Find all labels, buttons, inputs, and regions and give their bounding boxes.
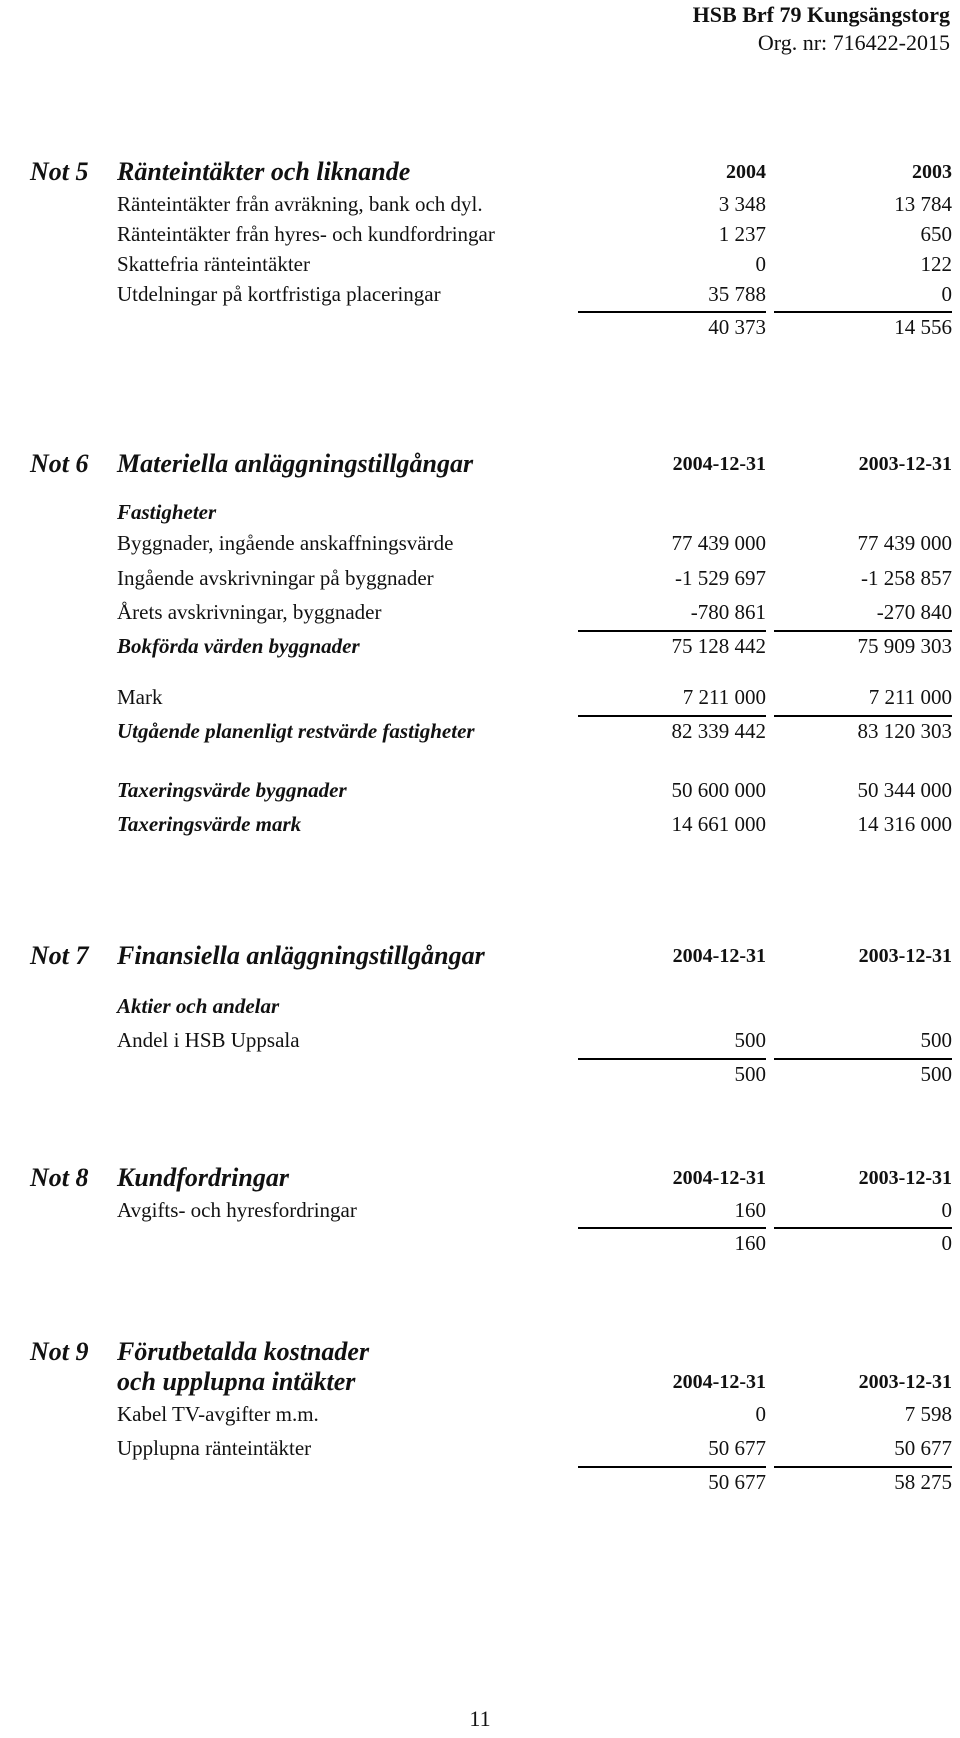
row-value-2003: 7 211 000 bbox=[868, 685, 952, 709]
subheading: Aktier och andelar bbox=[117, 994, 280, 1018]
note-number: Not 7 bbox=[30, 941, 89, 970]
row-value-2004: 35 788 bbox=[708, 282, 766, 306]
note-title-line-2: och upplupna intäkter bbox=[117, 1367, 356, 1396]
row-value-2003: 122 bbox=[920, 252, 952, 276]
row-value-2003: 500 bbox=[920, 1028, 952, 1052]
row-value-2004: 50 677 bbox=[708, 1436, 766, 1460]
row-value-2003: -1 258 857 bbox=[861, 566, 952, 590]
row-label: Ränteintäkter från hyres- och kundfordringar bbox=[117, 222, 495, 246]
row-value-2004: 50 600 000 bbox=[671, 778, 766, 802]
sum-line bbox=[774, 715, 952, 717]
row-value-2004: 0 bbox=[755, 1402, 766, 1426]
column-header-2003: 2003-12-31 bbox=[858, 453, 952, 475]
row-value-2003: 77 439 000 bbox=[857, 531, 952, 555]
sum-line bbox=[578, 1058, 766, 1060]
page-number: 11 bbox=[469, 1706, 491, 1731]
row-value-2003: 0 bbox=[941, 282, 952, 306]
row-label: Upplupna ränteintäkter bbox=[117, 1436, 312, 1460]
subheading: Fastigheter bbox=[117, 500, 217, 524]
row-value-2004: 75 128 442 bbox=[671, 634, 766, 658]
note-number: Not 5 bbox=[30, 157, 89, 186]
sum-line bbox=[774, 630, 952, 632]
sum-line bbox=[774, 311, 952, 313]
column-header-2003: 2003 bbox=[912, 161, 952, 183]
organization-number: Org. nr: 716422-2015 bbox=[757, 30, 950, 55]
row-value-2003: 13 784 bbox=[894, 192, 952, 216]
row-value-2004: 77 439 000 bbox=[671, 531, 766, 555]
row-label: Mark bbox=[117, 685, 163, 709]
total-value-2004: 500 bbox=[734, 1062, 766, 1086]
row-value-2004: 500 bbox=[734, 1028, 766, 1052]
row-value-2004: -1 529 697 bbox=[675, 566, 766, 590]
row-label: Utdelningar på kortfristiga placeringar bbox=[117, 282, 441, 306]
row-label: Avgifts- och hyresfordringar bbox=[117, 1198, 357, 1222]
row-label: Taxeringsvärde byggnader bbox=[117, 778, 347, 802]
row-value-2004: 14 661 000 bbox=[671, 812, 766, 836]
row-value-2003: 50 344 000 bbox=[857, 778, 952, 802]
row-label: Andel i HSB Uppsala bbox=[117, 1028, 300, 1052]
row-label: Taxeringsvärde mark bbox=[117, 812, 302, 836]
row-label: Bokförda värden byggnader bbox=[117, 634, 360, 658]
note-title: Kundfordringar bbox=[117, 1163, 289, 1192]
note-number: Not 9 bbox=[30, 1337, 89, 1366]
sum-line bbox=[578, 1227, 766, 1229]
column-header-2003: 2003-12-31 bbox=[858, 945, 952, 967]
row-value-2004: 3 348 bbox=[715, 192, 766, 217]
row-label: Byggnader, ingående anskaffningsvärde bbox=[117, 531, 454, 555]
note-title: Ränteintäkter och liknande bbox=[117, 157, 411, 186]
note-title: Materiella anläggningstillgångar bbox=[117, 449, 474, 478]
row-value-2004: 0 bbox=[755, 252, 766, 276]
organization-name: HSB Brf 79 Kungsängstorg bbox=[692, 2, 950, 27]
row-label: Kabel TV-avgifter m.m. bbox=[117, 1402, 319, 1426]
row-label: Ränteintäkter från avräkning, bank och dyl. bbox=[117, 192, 483, 216]
column-header-2004: 2004-12-31 bbox=[672, 1167, 766, 1189]
row-label: Årets avskrivningar, byggnader bbox=[117, 600, 382, 624]
note-number: Not 6 bbox=[30, 449, 89, 478]
total-value-2003: 500 bbox=[920, 1062, 952, 1086]
row-label: Skattefria ränteintäkter bbox=[117, 252, 310, 276]
row-value-2004: 160 bbox=[734, 1198, 766, 1222]
column-header-2004: 2004-12-31 bbox=[672, 945, 766, 967]
row-value-2003: 50 677 bbox=[894, 1436, 952, 1460]
column-header-2004: 2004 bbox=[726, 161, 766, 183]
row-value-2003: -270 840 bbox=[876, 600, 952, 624]
column-header-2004: 2004-12-31 bbox=[672, 453, 766, 475]
total-value-2003: 0 bbox=[941, 1231, 952, 1255]
sum-line bbox=[578, 311, 766, 313]
row-value-2003: 14 316 000 bbox=[857, 812, 952, 836]
row-value-2003: 0 bbox=[941, 1198, 952, 1222]
total-value-2003: 58 275 bbox=[894, 1470, 952, 1494]
note-title: Finansiella anläggningstillgångar bbox=[117, 941, 485, 970]
row-value-2004: 82 339 442 bbox=[671, 719, 766, 743]
sum-line bbox=[578, 715, 766, 717]
sum-line bbox=[578, 630, 766, 632]
sum-line bbox=[578, 1466, 766, 1468]
row-value-2004: 1 237 bbox=[718, 222, 766, 246]
sum-line bbox=[774, 1058, 952, 1060]
total-value-2004: 160 bbox=[734, 1231, 766, 1255]
sum-line bbox=[774, 1227, 952, 1229]
column-header-2004: 2004-12-31 bbox=[672, 1371, 766, 1393]
column-header-2003: 2003-12-31 bbox=[858, 1167, 952, 1189]
row-label: Utgående planenligt restvärde fastigheter bbox=[117, 719, 475, 743]
note-number: Not 8 bbox=[30, 1163, 89, 1192]
total-value-2003: 14 556 bbox=[894, 315, 952, 339]
row-value-2004: -780 861 bbox=[690, 600, 766, 624]
row-label: Ingående avskrivningar på byggnader bbox=[117, 566, 434, 590]
total-value-2004: 50 677 bbox=[708, 1470, 766, 1494]
row-value-2004: 7 211 000 bbox=[682, 685, 766, 709]
note-title-line-1: Förutbetalda kostnader bbox=[117, 1337, 370, 1366]
row-value-2003: 650 bbox=[920, 222, 952, 246]
column-header-2003: 2003-12-31 bbox=[858, 1371, 952, 1393]
sum-line bbox=[774, 1466, 952, 1468]
row-value-2003: 75 909 303 bbox=[857, 634, 952, 658]
row-value-2003: 83 120 303 bbox=[857, 719, 952, 743]
row-value-2003: 7 598 bbox=[904, 1402, 952, 1426]
total-value-2004: 40 373 bbox=[708, 315, 766, 339]
